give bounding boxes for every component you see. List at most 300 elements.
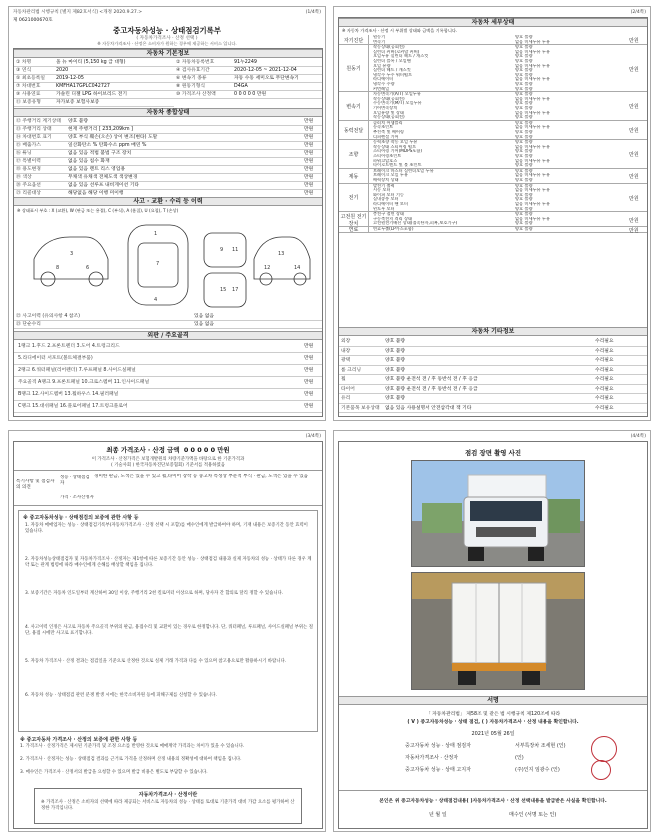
overall-state-header: 자동차 종합상태 <box>14 108 322 117</box>
info-row <box>174 83 322 91</box>
detail-item: 작동상태(공회전) <box>373 45 405 50</box>
detail-header: 자동차 세부상태 <box>339 18 647 27</box>
detail-item: 등속조인트 <box>373 125 394 130</box>
info-label: ⑤ 최초등록일 <box>16 76 45 81</box>
form-number: 제 0621000670호 <box>13 18 53 23</box>
state-value: 무채색 유채색 전체도색 색상변경 <box>68 175 138 180</box>
state-value: 없음 있음 적법 불법 구조 장치 <box>68 151 132 156</box>
price-basis-line1: 이 가격조사 · 산정가격은 보험개발원의 차량기준가액을 바탕으로 한 기준가격과 <box>91 457 245 462</box>
page-1 <box>8 6 326 421</box>
detail-item: 라디에이터 팬 모터 <box>373 201 409 206</box>
other-info-row <box>339 385 647 395</box>
detail-option: 양호 불량 <box>515 163 533 168</box>
accident-row <box>14 313 322 321</box>
detail-item: 충전구 절연 상태 <box>373 212 404 217</box>
detail-option: 없음 미세누유 누유 <box>515 173 551 178</box>
state-row <box>14 150 322 158</box>
other-info-row <box>339 337 647 347</box>
detail-item: 작동상태 스티어링 펌프 <box>373 144 417 149</box>
info-row <box>174 59 322 67</box>
detail-group <box>339 35 647 45</box>
info-row <box>174 91 322 99</box>
parts-row <box>14 377 322 389</box>
group-result: 만원 <box>629 217 639 224</box>
group-result: 만원 <box>629 152 639 159</box>
state-label: ⑱ 용도변경 <box>16 167 41 172</box>
info-value: 올 뉴 마이티 (5,150 kg 급 대형) <box>56 60 126 65</box>
warranty-paragraph: 2. 자동차성능상태점검자 및 자동차가격조사 · 산정자는 제1항에 따른 보증기간 동안 성능 · 상태점검 내용과 실제 자동차의 성능 · 상태가 다른 경우 계약 또는 관계 법령에 따라 매수인에게 손해를 배상할 책임을 집니다. <box>25 557 312 569</box>
detail-item: 발전기 출력 <box>373 183 395 188</box>
state-label: ㉑ 리콜대상 <box>16 191 41 196</box>
info-value: 0 0 0 0 0 만원 <box>234 92 267 97</box>
detail-item: 파워고압호스 <box>373 158 398 163</box>
detail-option: 양호 불량 <box>515 140 533 145</box>
detail-option: 없음 미세누유 누유 <box>515 110 551 115</box>
appraiser-label: 가격 · 조사산정자 <box>60 495 94 500</box>
signer-name: 서부특장차 조세현 (인) <box>515 743 566 749</box>
body-label: 13 <box>278 251 285 257</box>
receipt-date: 년 월 일 <box>429 812 447 818</box>
detail-item: 실린더 블록 / 오일팬 <box>373 58 411 63</box>
info-row <box>14 59 174 67</box>
page-3 <box>8 430 326 832</box>
other-info-row <box>339 366 647 376</box>
detail-option: 양호 불량 <box>515 212 533 217</box>
parts-row <box>14 341 322 353</box>
group-category: 제동 <box>339 169 369 184</box>
group-result: 만원 <box>629 195 639 202</box>
detail-option: 양호 불량 <box>515 129 533 134</box>
other-info-row <box>339 404 647 414</box>
state-row <box>14 158 322 166</box>
declaration-line2: ( V ) 중고자동차성능 · 상태 점검, ( ) 자동차가격조사 · 산정 내용을 확인합니다. <box>407 720 579 725</box>
detail-item: 오일 유량 <box>373 63 391 68</box>
info-label: ④ 검사유효기간 <box>176 68 210 73</box>
detail-item: 오일유량 및 상태 <box>373 110 404 115</box>
state-value: 해당없음 해당 이행 미이행 <box>68 191 124 196</box>
state-row <box>14 142 322 150</box>
parts-row <box>14 389 322 401</box>
state-value: 양호 불량 <box>68 119 89 124</box>
body-label: 14 <box>294 265 301 271</box>
body-label: 6 <box>86 265 90 271</box>
state-value: 없음 있음 침수 화재 <box>68 159 110 164</box>
detail-option: 양호 불량 <box>515 168 533 173</box>
detail-option: 양호 불량 <box>515 58 533 63</box>
info-value: 자동 수동 세미오토 무단변속기 <box>234 76 299 81</box>
detail-option: 없음 미세누유 누유 <box>515 125 551 130</box>
state-value: 현재 주행거리 [ 233,209km ] <box>68 127 133 132</box>
declaration-line1: 「 자동차관리법」 제58조 및 같은 법 시행규칙 제120조에 따라 <box>425 712 561 717</box>
receipt-text: 본인은 위 중고자동차성능 · 상태점검내용( )자동차가격조사 · 산정 선택내용을 발급받은 사실을 확인합니다. <box>379 799 607 804</box>
other-info-label: 광택 <box>341 358 351 363</box>
photo-title: 점검 장면 촬영 사진 <box>464 449 522 457</box>
warranty-paragraph: 1. 자동차 매매업자는 성능 · 상태점검기록부(자동차가격조사 · 산정 선택 시 포함)를 매수인에게 발급하여야 하며, 기재 내용은 보증기간 동안 효력이 있습니다. <box>25 523 308 535</box>
state-row <box>14 166 322 174</box>
accident-row <box>14 321 322 329</box>
info-value: D4GA <box>234 84 248 89</box>
parts-text: B랭크 12.사이드멤버 13.휠하우스 14.필러패널 <box>18 392 119 397</box>
other-info-row <box>339 394 647 404</box>
detail-option: 없음 미세누유 누유 <box>515 188 551 193</box>
accident-header: 사고 · 교환 · 수리 등 이력 <box>14 197 322 206</box>
signer-name: (주)인지 임광수 (인) <box>515 767 560 773</box>
detail-option: 양호 불량 <box>515 72 533 77</box>
detail-group <box>339 212 647 227</box>
repair-label: 수리필요 <box>595 405 614 411</box>
detail-item: 브레이크 마스터 실린더오일 누유 <box>373 168 434 173</box>
appraisal-info-box <box>34 788 302 824</box>
parts-result: 만원 <box>304 356 314 361</box>
detail-option: 양호 불량 <box>515 221 533 226</box>
seal-stamp <box>591 736 617 762</box>
state-value: 없음 있음 렌트 리스 영업용 <box>68 167 126 172</box>
detail-option: 없음 미세누유 누유 <box>515 39 551 44</box>
detail-note: ※ 자동차 가격조사 · 산정 시 부위별 상태와 금액을 기록합니다. <box>342 28 458 33</box>
other-info-label: 내장 <box>341 348 351 354</box>
detail-option: 양호 불량 <box>515 92 533 97</box>
group-result: 만원 <box>629 174 639 181</box>
detail-option: 양호 불량 <box>515 35 533 39</box>
warranty-title: ※ 중고자동차성능 · 상태점검의 보증에 관한 사항 등 <box>23 515 139 521</box>
basic-info-header: 자동차 기본정보 <box>14 49 322 58</box>
detail-group <box>339 45 647 92</box>
other-info-label: 룸 크리닝 <box>341 367 362 373</box>
state-label: ⑭ 차대번호 표기 <box>16 135 52 140</box>
info-value: 2019-12-05 <box>56 76 84 81</box>
body-label: 7 <box>156 261 160 267</box>
truck-rear-photo <box>411 572 585 690</box>
info-row <box>174 67 322 75</box>
body-label: 1 <box>154 231 158 237</box>
group-category: 자기진단 <box>339 35 369 45</box>
body-label: 9 <box>220 247 224 253</box>
repair-label: 수리필요 <box>595 377 614 382</box>
detail-option: 양호 불량 <box>515 105 533 110</box>
form-legal-note: 자동차관리법 시행규칙 [별지 제82호서식] <개정 2020.9.27.> <box>13 10 143 15</box>
detail-option: 양호 불량 <box>515 134 533 139</box>
accident-value: 있음 없음 <box>194 314 215 319</box>
body-label: 11 <box>232 247 239 253</box>
detail-item: 냉각수 누수 워터펌프 <box>373 72 413 77</box>
state-result: 만원 <box>304 159 314 164</box>
state-result: 만원 <box>304 143 314 148</box>
info-label: ③ 연식 <box>16 68 32 73</box>
parts-text: 주요골격 A랭크 9.프론트패널 10.크로스멤버 11.인사이드패널 <box>18 380 150 385</box>
repair-label: 수리필요 <box>595 367 614 373</box>
other-info-value: 양호 불량 <box>385 358 406 363</box>
receipt-sign: 매수인 (서명 또는 인) <box>509 812 557 818</box>
detail-item: 시동 모터 <box>373 188 391 193</box>
page-4 <box>333 430 651 832</box>
other-info-label: 유리 <box>341 396 351 401</box>
parts-row <box>14 365 322 377</box>
state-value: 일산화탄소 % 탄화수소 ppm 매연 % <box>68 143 147 148</box>
detail-group <box>339 169 647 184</box>
repair-label: 수리필요 <box>595 339 614 344</box>
detail-option: 없음 미세누유 누유 <box>515 158 551 163</box>
parts-row <box>14 353 322 365</box>
parts-text: 5.라디에이터 서포트(볼트체결부품) <box>18 356 93 361</box>
parts-result: 만원 <box>304 380 314 385</box>
accident-label: ㉓ 단순수리 <box>16 322 41 327</box>
detail-group <box>339 140 647 169</box>
detail-option: 양호 불량 <box>515 101 533 106</box>
body-label: 8 <box>56 265 60 271</box>
state-label: ⑬ 주행거리 상태 <box>16 127 52 132</box>
truck-front-photo <box>411 460 585 567</box>
body-label: 3 <box>70 251 74 257</box>
state-label: ⑲ 색상 <box>16 175 32 180</box>
other-info-label: 휠 <box>341 377 346 382</box>
detail-option: 양호 불량 <box>515 192 533 197</box>
info-row <box>14 83 174 91</box>
detail-item: 작동상태(공회전) <box>373 96 405 101</box>
group-category: 연료 <box>339 227 369 233</box>
state-result: 만원 <box>304 119 314 124</box>
info-value: 2020-12-05 ~ 2021-12-04 <box>234 68 297 73</box>
body-label: 4 <box>154 297 158 303</box>
detail-item: 실린더 커버(로커암 커버) <box>373 49 420 54</box>
detail-item: 동력조향 작동 오일 누유 <box>373 140 418 145</box>
group-result: 만원 <box>629 227 639 234</box>
detail-item: 구동축전지 격리 상태 <box>373 216 413 221</box>
receipt-section <box>339 790 647 828</box>
detail-item: 클러치 어셈블리 <box>373 120 403 125</box>
detail-item: 와이퍼 모터 기능 <box>373 192 404 197</box>
state-result: 만원 <box>304 127 314 132</box>
title-option: ( 자동차가격조사 · 산정 선택 ) <box>136 36 198 41</box>
state-value: 양호 부식 훼손(오손) 상이 변조(변타) 도말 <box>68 135 158 140</box>
detail-option: 양호 불량 <box>515 183 533 188</box>
group-category: 원동기 <box>339 45 369 92</box>
detail-item: 스티어링 기어(MDPS포함) <box>373 149 422 154</box>
detail-option: 없음 미세누유 누유 <box>515 96 551 101</box>
repair-label: 수리필요 <box>595 348 614 354</box>
parts-result: 만원 <box>304 392 314 397</box>
detail-item: 라디에이터 <box>373 77 394 82</box>
parts-header: 외판 / 주요골격 <box>14 331 322 340</box>
other-info-row <box>339 375 647 385</box>
page-number: (2/4쪽) <box>630 10 646 15</box>
info-label: ⑩ 가격조사 산정액 <box>176 92 216 97</box>
state-value: 없음 있음 선루프 내비게이션 기타 <box>68 183 139 188</box>
detail-item: 추진축 및 베어링 <box>373 129 404 134</box>
info-row <box>174 75 322 83</box>
other-info-value: 없음 있음 사용설명서 안전삼각대 잭 기타 <box>385 405 472 411</box>
detail-option: 양호 불량 <box>515 81 533 86</box>
state-label: ⑮ 배출가스 <box>16 143 41 148</box>
signer-label: 자동차가격조사 · 산정자 <box>405 755 459 761</box>
parts-result: 만원 <box>304 344 314 349</box>
detail-option: 양호 불량 <box>515 54 533 59</box>
body-label: 12 <box>264 265 271 271</box>
detail-item: 수동변속기(M/T) 오일누유 <box>373 101 422 106</box>
state-label: ⑰ 특별이력 <box>16 159 41 164</box>
accident-label: ㉒ 사고이력 (유의사항 4 참조) <box>16 314 81 319</box>
detail-option: 없음 미세누유 누유 <box>515 77 551 82</box>
detail-item: 오일누유 실린더 헤드 / 개스킷 <box>373 54 429 59</box>
state-row <box>14 134 322 142</box>
notice-paragraph: 1. 가격조사 · 산정가격은 제시된 기준가격 및 조정 요소를 반영한 것으로 매매계약 가격과는 차이가 있을 수 있습니다. <box>20 744 245 749</box>
seal-stamp <box>591 760 611 780</box>
parts-result: 만원 <box>304 404 314 409</box>
state-row <box>14 126 322 134</box>
info-label: ⑨ 사용연료 <box>16 92 41 97</box>
notice-paragraph: 3. 매수인은 가격조사 · 산정서의 발급을 요청할 수 있으며 발급 비용은 별도로 부담할 수 있습니다. <box>20 770 208 775</box>
info-value: 91누2249 <box>234 60 257 65</box>
group-category: 동력전달 <box>339 121 369 140</box>
body-label: 17 <box>232 287 239 293</box>
detail-option: 없음 미세누유 누유 <box>515 201 551 206</box>
parts-row <box>14 401 322 413</box>
other-info-value: 양호 불량 <box>385 396 406 401</box>
state-result: 만원 <box>304 135 314 140</box>
warranty-paragraph: 3. 보증기간은 자동차 인도일부터 계산하여 30일 이상, 주행거리 2천 킬로미터 이상으로 하며, 당사자 간 합의로 달리 정할 수 있습니다. <box>25 591 284 596</box>
warranty-paragraph: 5. 자동차 가격조사 · 산정 결과는 점검일을 기준으로 산정한 것으로 실제 거래 가격과 다를 수 있으며 참고용으로만 활용하시기 바랍니다. <box>25 659 287 664</box>
page-title: 중고자동차성능 · 상태점검기록부 <box>113 26 221 35</box>
remarks-table <box>14 470 322 506</box>
other-info-value: 양호 불량 운전석 전 / 후 동반석 전 / 후 응급 <box>385 377 478 382</box>
signature-header: 서명 <box>339 696 647 705</box>
body-label: 15 <box>220 287 227 293</box>
detail-option: 양호 불량 <box>515 120 533 125</box>
other-info-label: 타이어 <box>341 386 355 392</box>
detail-option: 없음 미세누유 누유 <box>515 49 551 54</box>
repair-label: 수리필요 <box>595 396 614 401</box>
detail-option: 없음 미세누유 누유 <box>515 63 551 68</box>
state-label: ⑫ 주행거리 계기상태 <box>16 119 61 124</box>
group-result: 만원 <box>629 38 639 45</box>
info-value: 자가보증 보험사보증 <box>56 100 100 105</box>
detail-item: 자동변속기(A/T) 오일누유 <box>373 92 421 97</box>
state-label: ⑳ 주요옵션 <box>16 183 41 188</box>
price-frame <box>13 441 323 829</box>
info-label: ⑪ 보증유형 <box>16 100 41 105</box>
signer-name: (인) <box>515 755 524 761</box>
group-category: 고전원 전기장치 <box>339 212 369 227</box>
detail-item: 윈도우 모터 <box>373 206 395 211</box>
detail-item: 타이로드엔드 및 볼 조인트 <box>373 163 422 168</box>
info-value: KMFHA17GPLC042727 <box>56 84 110 89</box>
state-result: 만원 <box>304 183 314 188</box>
group-category: 변속기 <box>339 92 369 121</box>
parts-text: 1랭크 1.후드 2.프론트펜더 3.도어 4.트렁크리드 <box>18 344 120 349</box>
state-row <box>14 182 322 190</box>
signer-label: 중고자동차 성능 · 상태 점검자 <box>405 743 471 749</box>
detail-item: 배력장치 상태 <box>373 177 399 182</box>
other-info-header: 자동차 기타정보 <box>339 327 647 336</box>
detail-group <box>339 121 647 140</box>
detail-item: 원동기 <box>373 35 386 39</box>
state-row <box>14 174 322 182</box>
other-info-label: 외장 <box>341 339 351 344</box>
warranty-paragraph: 6. 자동차 성능 · 상태점검 관련 분쟁 발생 시에는 한국소비자원 등에 피해구제를 신청할 수 있습니다. <box>25 693 217 698</box>
info-value: 2020 <box>56 68 69 73</box>
info-value: 가솔린 디젤 LPG 하이브리드 전기 <box>56 92 127 97</box>
photo-frame <box>338 441 648 829</box>
detail-option: 양호 불량 <box>515 153 533 158</box>
group-category: 전기 <box>339 184 369 213</box>
detail-item: 변속기 <box>373 39 386 44</box>
detail-option: 양호 불량 <box>515 45 533 50</box>
info-row <box>14 67 174 75</box>
inspector-remark: 경미한 판금, 도색은 있을 수 있고 휠,타이어 장착 등 중고차 특성상 부분적 부식 · 판금, 도색은 있을 수 있음 <box>94 474 309 479</box>
detail-group <box>339 184 647 213</box>
info-label: ⑦ 차대번호 <box>16 84 41 89</box>
other-info-row <box>339 347 647 357</box>
detail-option: 양호 불량 <box>515 86 533 91</box>
other-info-row <box>339 356 647 366</box>
parts-text: C랭크 15.대쉬패널 16.플로어패널 17.트렁크플로어 <box>18 404 128 409</box>
price-basis-line2: ( 기술사회 ) 한국자동차진단보증협회) 기준서를 적용하였음 <box>111 463 225 468</box>
appraisal-box-text: ※ 가격조사 · 산정은 소비자의 선택에 따라 제공되는 서비스로 자동차의 성능 · 상태를 토대로 기준가격 대비 가감 요소를 평가하여 산정한 가격입니다. <box>41 800 295 812</box>
state-label: ⑯ 튜닝 <box>16 151 32 156</box>
group-result: 만원 <box>629 128 639 135</box>
appraisal-box-title: 자동차가격조사 · 산정이란 <box>138 792 198 798</box>
other-info-label: 기본품목 보유상태 <box>341 405 380 411</box>
detail-group <box>339 92 647 121</box>
detail-option: 양호 불량 <box>515 115 533 120</box>
detail-option: 없음 미세누유 누유 <box>515 144 551 149</box>
detail-option: 없음 미세누유 누유 <box>515 216 551 221</box>
other-info-value: 양호 불량 <box>385 339 406 344</box>
state-result: 만원 <box>304 151 314 156</box>
final-price-amount: 0 0 0 0 0 만원 <box>183 446 230 454</box>
notice-text: ※ 자동차가격조사 · 산정은 소비자가 원하는 경우에 제공하는 서비스 입니다. <box>97 41 237 46</box>
accident-value: 있음 없음 <box>194 322 215 327</box>
info-label: ② 자동차등록번호 <box>176 60 215 65</box>
info-label: ⑧ 원동기형식 <box>176 84 205 89</box>
detail-option: 양호 불량 <box>515 197 533 202</box>
state-result: 만원 <box>304 175 314 180</box>
info-label: ① 차명 <box>16 60 32 65</box>
remarks-label: 특기사항 및 점검자의 의견 <box>16 479 55 490</box>
state-result: 만원 <box>304 191 314 196</box>
car-front-view <box>204 233 246 267</box>
detail-item: 냉각수 수량 <box>373 81 395 86</box>
repair-label: 수리필요 <box>595 386 614 392</box>
detail-option: 양호 불량 <box>515 206 533 211</box>
detail-option: 양호 불량 <box>515 68 533 73</box>
state-result: 만원 <box>304 167 314 172</box>
final-price-title: 최종 가격조사 · 산정 금액 0 0 0 0 0 만원 <box>106 446 230 454</box>
info-row <box>14 91 174 99</box>
warranty-box <box>18 510 318 732</box>
info-row <box>14 99 174 107</box>
group-category: 조향 <box>339 140 369 169</box>
detail-item: 고전원전기배선 상태(접속단자,피복,보호기구) <box>373 221 458 226</box>
other-info-value: 양호 불량 운전석 전 / 후 동반석 전 / 후 응급 <box>385 386 478 392</box>
car-right-side <box>254 237 310 279</box>
detail-item: 실내송풍 모터 <box>373 197 399 202</box>
notice-title: ※ 중고자동차 가격조사 · 산정의 보증에 관한 사항 등 <box>20 737 138 743</box>
detail-item: 커먼레일 <box>373 86 390 91</box>
detail-option: 양호 불량 <box>515 227 533 231</box>
page-number: (1/4쪽) <box>305 10 321 15</box>
car-diagram <box>26 219 312 311</box>
car-diagram-svg <box>26 219 312 311</box>
parts-result: 만원 <box>304 368 314 373</box>
detail-item: 작동상태(공회전) <box>373 115 405 120</box>
detail-item: 디퍼렌셜 기어 <box>373 134 399 139</box>
group-result: 만원 <box>629 66 639 73</box>
page-2 <box>333 6 651 421</box>
detail-item: 실린더 헤드 / 개스킷 <box>373 68 411 73</box>
detail-item: 연료누출(LP가스포함) <box>373 227 414 231</box>
other-info-value: 양호 불량 <box>385 348 406 354</box>
info-row <box>14 75 174 83</box>
